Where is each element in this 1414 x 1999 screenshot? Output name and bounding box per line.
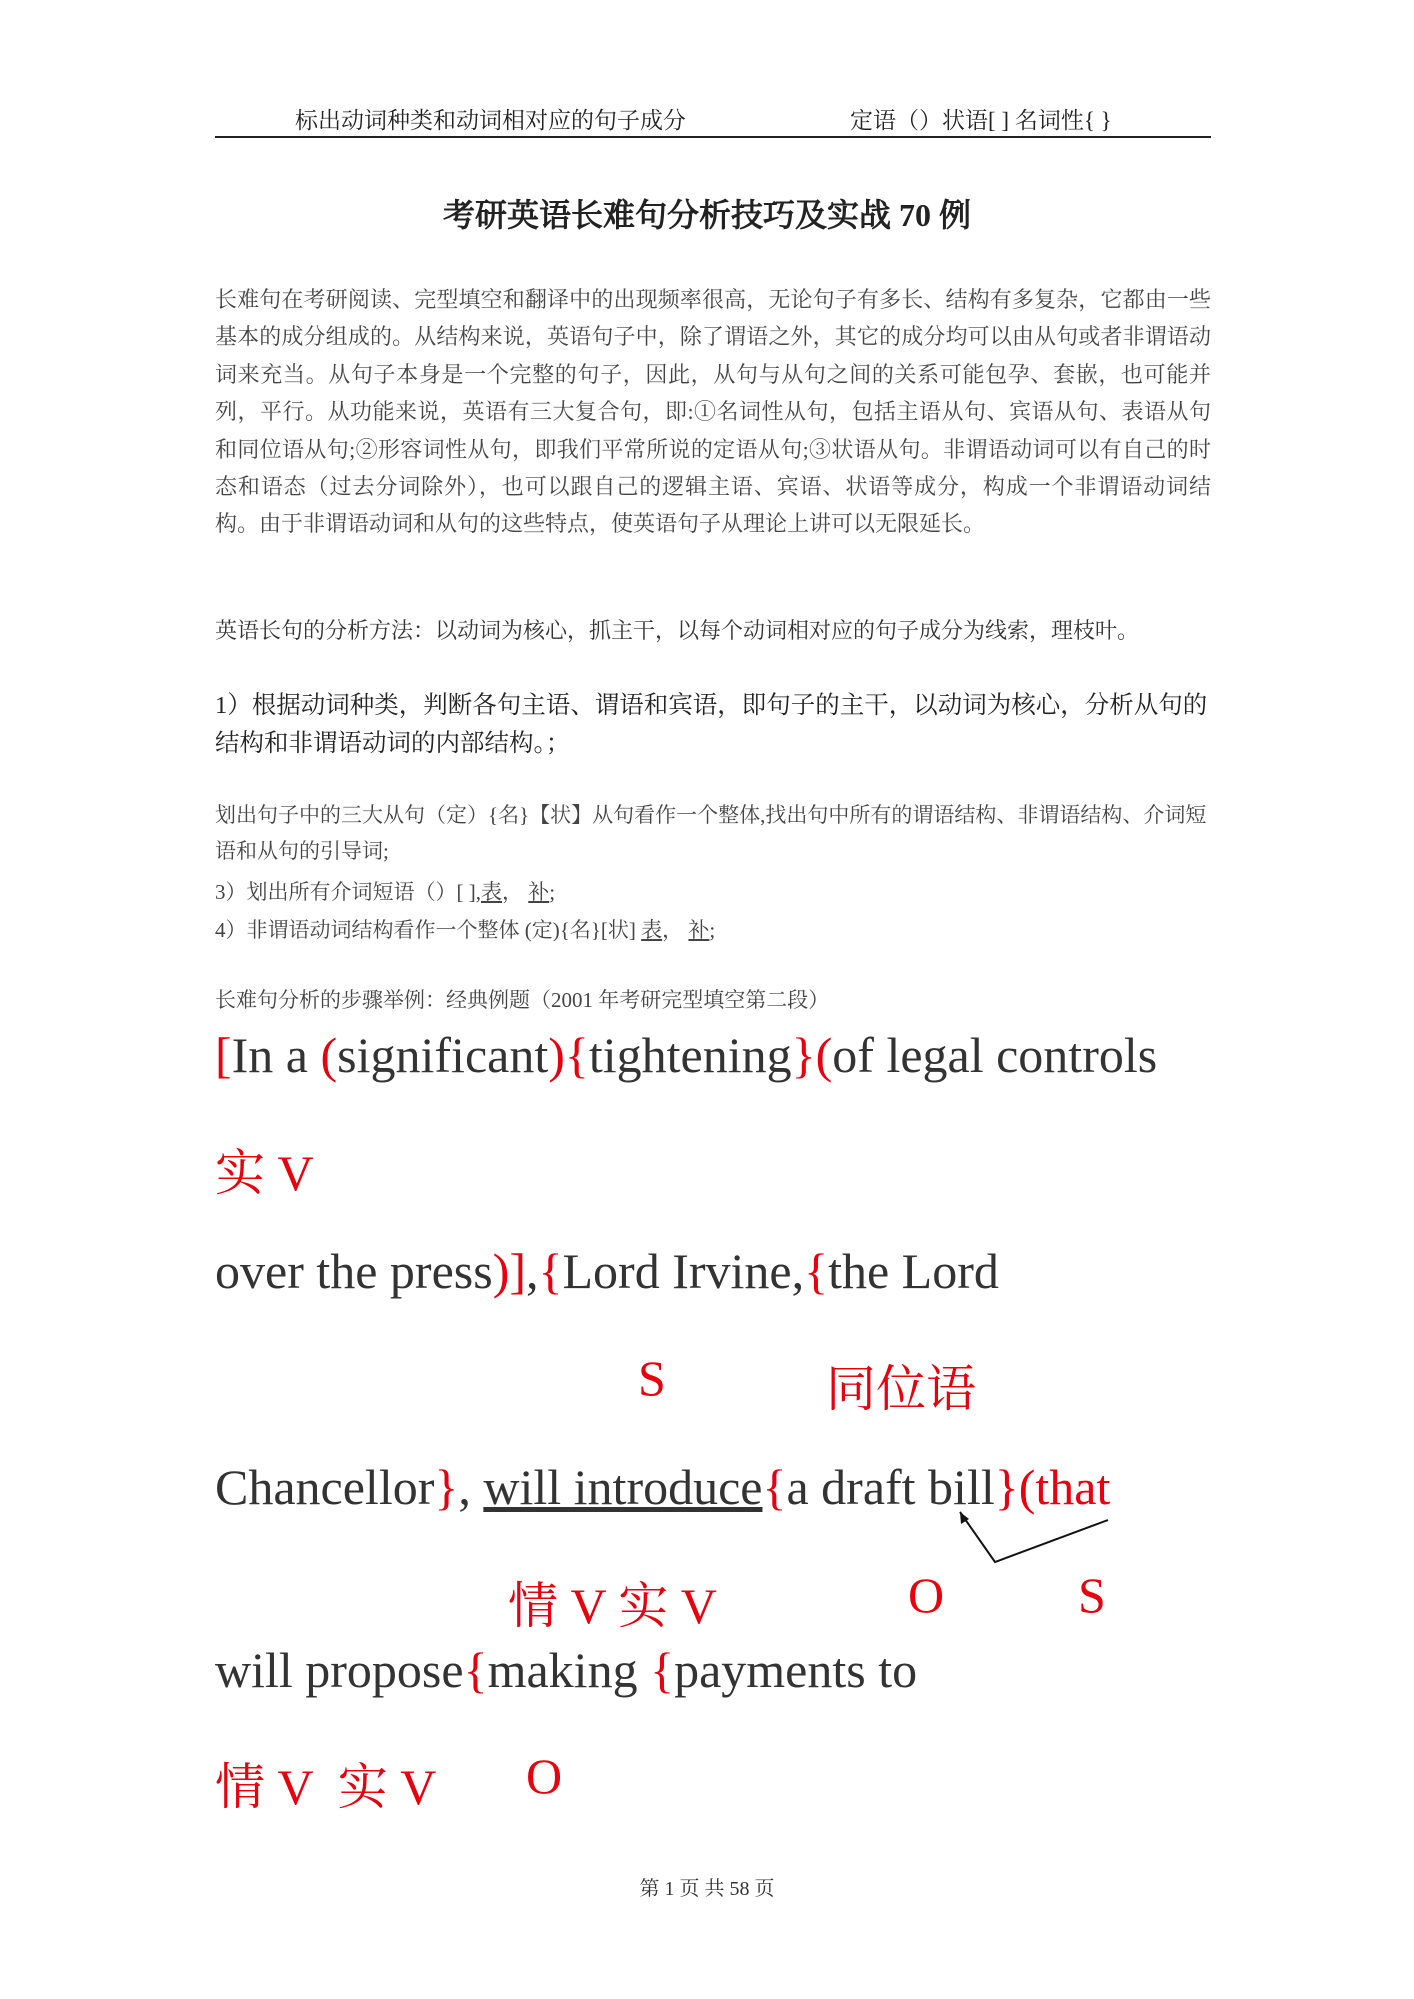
annotation-mark: ( xyxy=(320,1027,338,1083)
annotation-mark: }(that xyxy=(994,1459,1111,1515)
example-line-1 xyxy=(215,1026,1157,1084)
sentence-text: of legal controls xyxy=(832,1027,1158,1083)
sentence-text: , xyxy=(458,1459,484,1515)
step-4 xyxy=(215,914,715,944)
method-text: 英语长句的分析方法：以动词为核心，抓主干，以每个动词相对应的句子成分为线索，理枝叶。 xyxy=(215,618,1140,643)
header-right: 定语（）状语[ ] 名词性{ } xyxy=(850,108,1112,133)
sentence-text: over the press xyxy=(215,1243,493,1299)
annotation-mark: }( xyxy=(791,1027,833,1083)
sentence-text: In a xyxy=(231,1027,321,1083)
label-object: O xyxy=(908,1567,945,1623)
label-appositive: 同位语 xyxy=(826,1361,976,1417)
annotation-mark: { xyxy=(538,1243,563,1299)
step-4-text: 4）非谓语动词结构看作一个整体 (定){名}[状] xyxy=(215,918,642,942)
sentence-text: Chancellor xyxy=(215,1459,435,1515)
sentence-text: tightening xyxy=(588,1027,792,1083)
label-object-2: O xyxy=(526,1748,563,1804)
example-heading: 长难句分析的步骤举例：经典例题（2001 年考研完型填空第二段） xyxy=(215,988,830,1012)
step-4-biao: 表 xyxy=(641,918,663,942)
step-4-end: ; xyxy=(709,918,716,942)
annotation-mark: { xyxy=(804,1243,829,1299)
sentence-text: making xyxy=(487,1642,651,1698)
annotation-mark: )] xyxy=(492,1243,526,1299)
label-modal-main-verb-2: 情 V 实 V xyxy=(215,1759,437,1815)
step-3-bu: 补 xyxy=(528,880,550,904)
step-4-bu: 补 xyxy=(688,918,710,942)
header-left: 标出动词种类和动词相对应的句子成分 xyxy=(295,108,686,133)
step-2: 划出句子中的三大从句（定）{名}【状】从句看作一个整体,找出句中所有的谓语结构、非谓语结构、介词短语和从句的引导词; xyxy=(215,803,1207,863)
annotation-mark: ){ xyxy=(548,1027,589,1083)
sentence-text: Lord Irvine, xyxy=(562,1243,805,1299)
page-number: 第 1 页 共 58 页 xyxy=(639,1878,775,1900)
step-3-sep: ， xyxy=(502,880,529,904)
intro-paragraph: 长难句在考研阅读、完型填空和翻译中的出现频率很高，无论句子有多长、结构有多复杂，它都由一些基本的成分组成的。从结构来说，英语句子中，除了谓语之外，其它的成分均可以由从句或者非谓语动词来充当。从句子本身是一个完整的句子，因此，从句与从句之间的关系可能包孕、套嵌，也可能并列，平行。从功能来说，英语有三大复合句，即:①名词性从句，包括主语从句、宾语从句、表语从句和同位语从句;②形容词性从句，即我们平常所说的定语从句;③状语从句。非谓语动词可以有自己的时态和语态（过去分词除外），也可以跟自己的逻辑主语、宾语、状语等成分，构成一个非谓语动词结构。由于非谓语动词和从句的这些特点，使英语句子从理论上讲可以无限延长。 xyxy=(215,287,1211,537)
header-divider xyxy=(215,136,1211,138)
sentence-text: , xyxy=(526,1243,539,1299)
sentence-text: significant xyxy=(337,1027,549,1083)
step-3 xyxy=(215,876,555,906)
example-line-2 xyxy=(215,1242,999,1300)
sentence-text: the Lord xyxy=(828,1243,999,1299)
step-3-text: 3）划出所有介词短语（）[ ], xyxy=(215,880,481,904)
label-subject: S xyxy=(638,1350,666,1406)
annotation-mark: } xyxy=(434,1459,459,1515)
example-line-4 xyxy=(215,1641,917,1699)
step-1: 1）根据动词种类，判断各句主语、谓语和宾语，即句子的主干，以动词为核心，分析从句的结构和非谓语动词的内部结构。； xyxy=(215,692,1208,757)
underlined-predicate: will introduce xyxy=(483,1459,763,1515)
sentence-text: will propose xyxy=(215,1642,464,1698)
annotation-mark: { xyxy=(463,1642,488,1698)
step-3-biao: 表 xyxy=(481,880,502,904)
step-4-sep: ， xyxy=(662,918,689,942)
annotation-mark: { xyxy=(762,1459,787,1515)
annotation-mark: [ xyxy=(215,1027,232,1083)
sentence-text: payments to xyxy=(674,1642,918,1698)
step-3-end: ; xyxy=(549,880,556,904)
label-modal-main-verb: 情 V 实 V xyxy=(508,1578,717,1634)
arrow-that-to-bill xyxy=(950,1500,1120,1570)
label-subject-2: S xyxy=(1078,1567,1106,1623)
annotation-mark: { xyxy=(650,1642,675,1698)
page-title: 考研英语长难句分析技巧及实战 70 例 xyxy=(442,197,971,233)
sentence-text: a draft bill xyxy=(786,1459,995,1515)
label-shi-v: 实 V xyxy=(215,1145,314,1201)
